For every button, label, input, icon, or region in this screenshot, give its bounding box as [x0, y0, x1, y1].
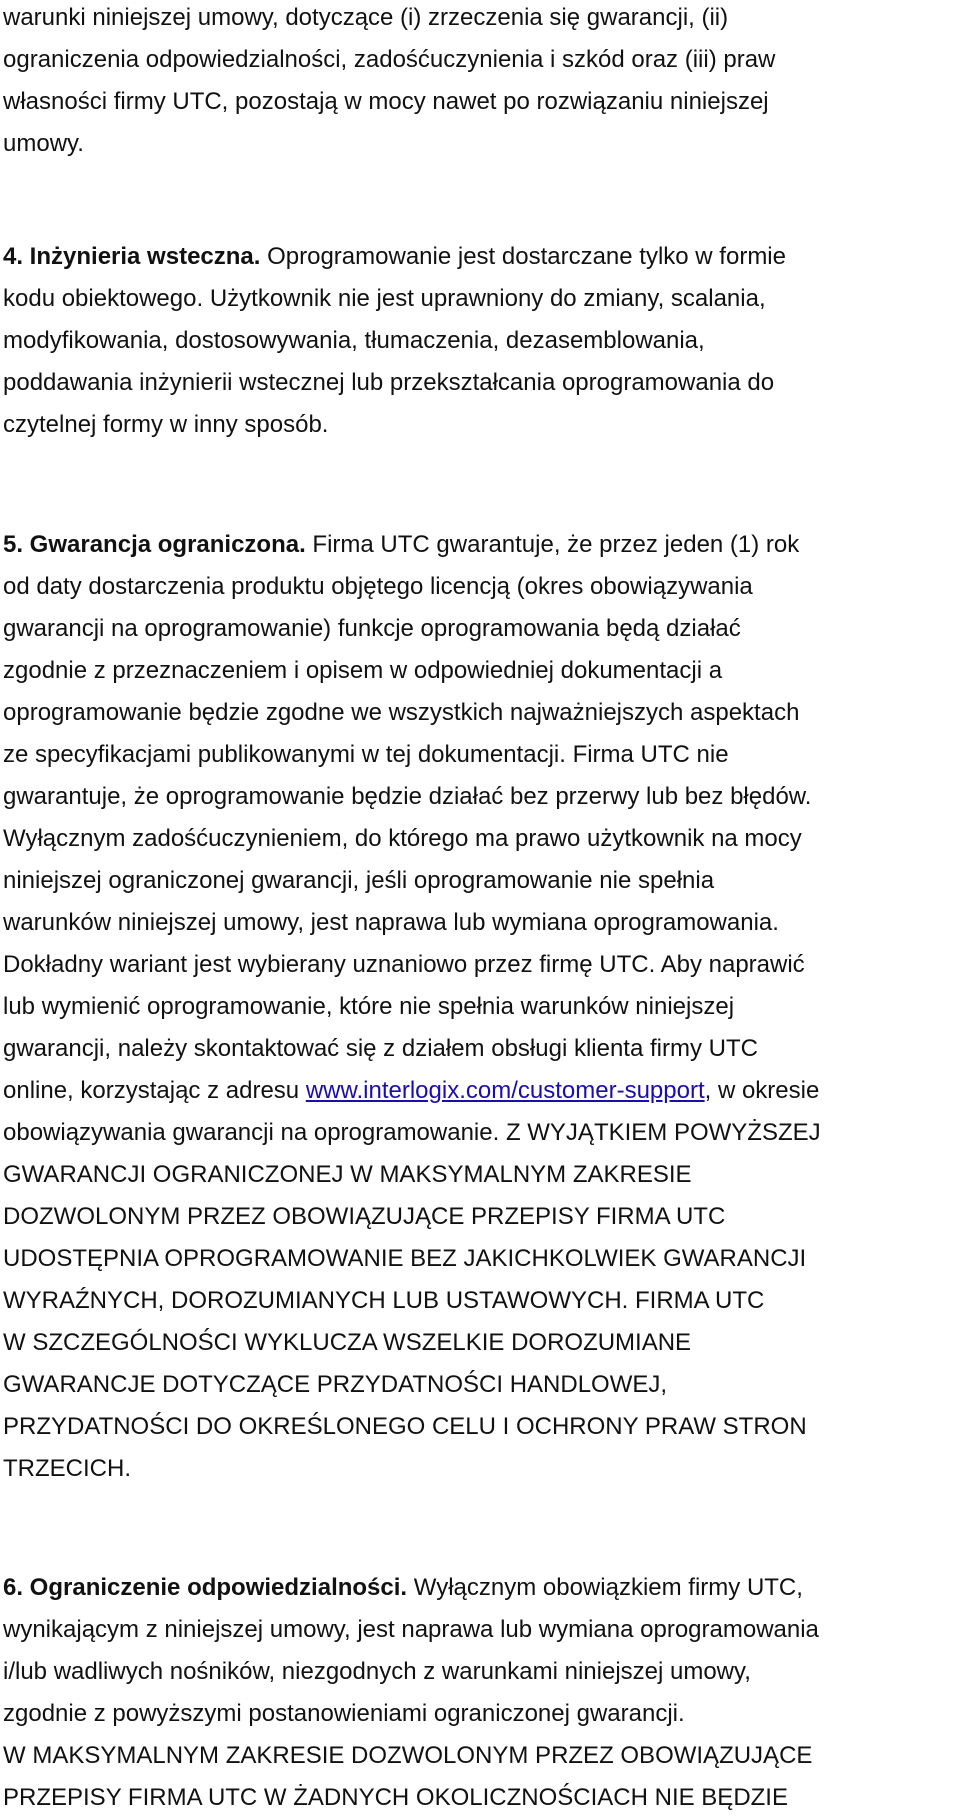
link-line-suffix: , w okresie [704, 1077, 820, 1104]
intro-paragraph [3, 0, 958, 165]
text-line: od daty dostarczenia produktu objętego licencją (okres obowiązywania [3, 573, 753, 600]
text-line: UDOSTĘPNIA OPROGRAMOWANIE BEZ JAKICHKOLWIEK GWARANCJI [3, 1245, 807, 1272]
text-line: umowy. [3, 130, 84, 157]
section-5-first-line: Firma UTC gwarantuje, że przez jeden (1) rok [305, 531, 800, 558]
text-line: warunków niniejszej umowy, jest naprawa lub wymiana oprogramowania. [3, 909, 779, 936]
text-line [3, 236, 958, 278]
text-line: i/lub wadliwych nośników, niezgodnych z warunkami niniejszej umowy, [3, 1658, 751, 1685]
text-line: czytelnej formy w inny sposób. [3, 411, 329, 438]
text-line: WYRAŹNYCH, DOROZUMIANYCH LUB USTAWOWYCH. FIRMA UTC [3, 1287, 765, 1314]
text-line: TRZECICH. [3, 1455, 131, 1482]
text-line: ograniczenia odpowiedzialności, zadośćuczynienia i szkód oraz (iii) praw [3, 46, 776, 73]
section-5-heading: 5. Gwarancja ograniczona. [3, 531, 306, 558]
text-line: gwarancji, należy skontaktować się z działem obsługi klienta firmy UTC [3, 1035, 758, 1062]
section-4-paragraph [3, 236, 958, 446]
text-line: zgodnie z powyższymi postanowieniami ograniczonej gwarancji. [3, 1700, 685, 1727]
text-line: wynikającym z niniejszej umowy, jest naprawa lub wymiana oprogramowania [3, 1616, 819, 1643]
text-line: własności firmy UTC, pozostają w mocy nawet po rozwiązaniu niniejszej [3, 88, 769, 115]
text-line [3, 1070, 958, 1112]
section-4-first-line: Oprogramowanie jest dostarczane tylko w formie [260, 243, 786, 270]
section-6-first-line: Wyłącznym obowiązkiem firmy UTC, [407, 1574, 803, 1601]
text-line: GWARANCJI OGRANICZONEJ W MAKSYMALNYM ZAKRESIE [3, 1161, 692, 1188]
text-line: modyfikowania, dostosowywania, tłumaczenia, dezasemblowania, [3, 327, 705, 354]
link-line-prefix: online, korzystając z adresu [3, 1077, 306, 1104]
text-line: Wyłącznym zadośćuczynieniem, do którego ma prawo użytkownik na mocy [3, 825, 802, 852]
text-line [3, 524, 958, 566]
text-line: kodu obiektowego. Użytkownik nie jest uprawniony do zmiany, scalania, [3, 285, 766, 312]
text-line: warunki niniejszej umowy, dotyczące (i) zrzeczenia się gwarancji, (ii) [3, 4, 729, 31]
text-line: ze specyfikacjami publikowanymi w tej dokumentacji. Firma UTC nie [3, 741, 729, 768]
text-line [3, 1567, 958, 1609]
text-line: poddawania inżynierii wstecznej lub przekształcania oprogramowania do [3, 369, 775, 396]
text-line: PRZEPISY FIRMA UTC W ŻADNYCH OKOLICZNOŚCIACH NIE BĘDZIE [3, 1784, 788, 1811]
section-5-paragraph [3, 524, 958, 1490]
text-line: gwarancji na oprogramowanie) funkcje oprogramowania będą działać [3, 615, 741, 642]
text-line: gwarantuje, że oprogramowanie będzie działać bez przerwy lub bez błędów. [3, 783, 812, 810]
customer-support-link[interactable]: www.interlogix.com/customer-support [305, 1077, 705, 1104]
text-line: obowiązywania gwarancji na oprogramowanie. Z WYJĄTKIEM POWYŻSZEJ [3, 1119, 821, 1146]
text-line: Dokładny wariant jest wybierany uznaniowo przez firmę UTC. Aby naprawić [3, 951, 805, 978]
text-line: lub wymienić oprogramowanie, które nie spełnia warunków niniejszej [3, 993, 735, 1020]
section-4-heading: 4. Inżynieria wsteczna. [3, 243, 261, 270]
section-6-paragraph [3, 1567, 958, 1819]
text-line: PRZYDATNOŚCI DO OKREŚLONEGO CELU I OCHRONY PRAW STRON [3, 1413, 807, 1440]
text-line: W SZCZEGÓLNOŚCI WYKLUCZA WSZELKIE DOROZUMIANE [3, 1329, 692, 1356]
text-line: oprogramowanie będzie zgodne we wszystkich najważniejszych aspektach [3, 699, 800, 726]
text-line: niniejszej ograniczonej gwarancji, jeśli oprogramowanie nie spełnia [3, 867, 715, 894]
text-line: zgodnie z przeznaczeniem i opisem w odpowiedniej dokumentacji a [3, 657, 723, 684]
text-line: GWARANCJE DOTYCZĄCE PRZYDATNOŚCI HANDLOWEJ, [3, 1371, 668, 1398]
text-line: W MAKSYMALNYM ZAKRESIE DOZWOLONYM PRZEZ OBOWIĄZUJĄCE [3, 1742, 813, 1769]
section-6-heading: 6. Ograniczenie odpowiedzialności. [3, 1574, 408, 1601]
text-line: DOZWOLONYM PRZEZ OBOWIĄZUJĄCE PRZEPISY FIRMA UTC [3, 1203, 726, 1230]
